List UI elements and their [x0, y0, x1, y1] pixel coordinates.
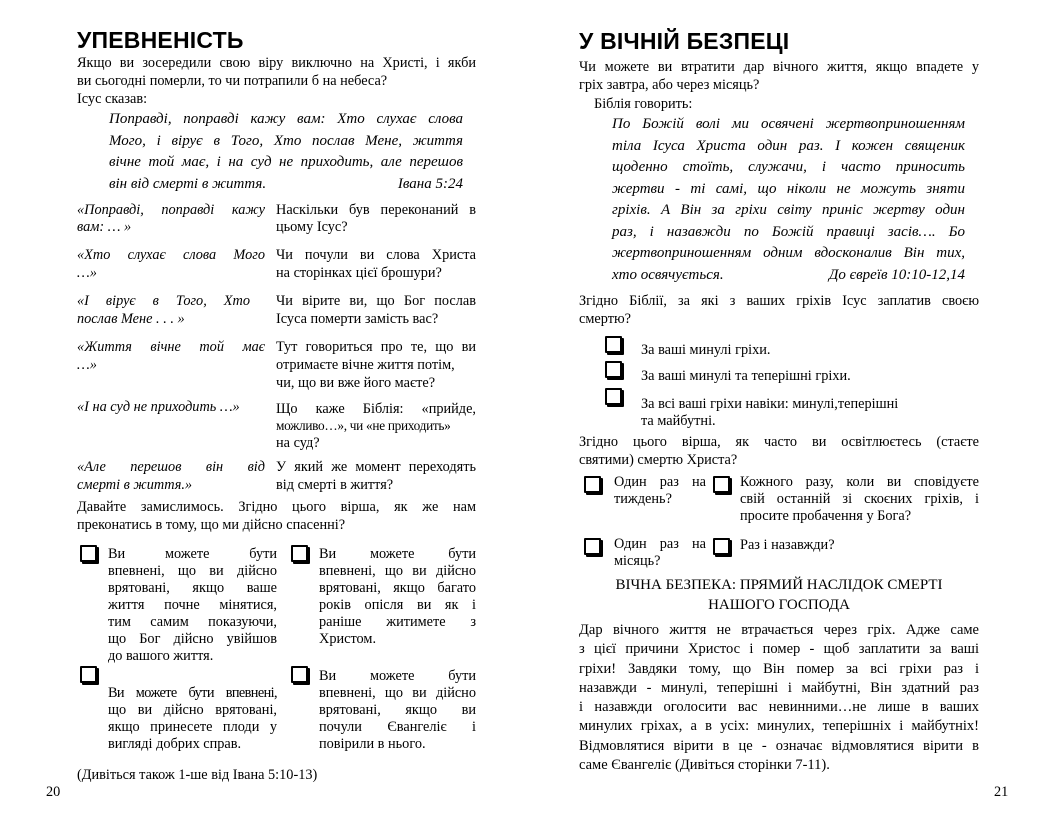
- freq-option-1-checkbox[interactable]: [584, 476, 601, 493]
- option-1-text: [108, 546, 277, 665]
- freq-option-1-line: Один раз на: [614, 474, 706, 490]
- phrase-1-line-1: «Поправді, поправді кажу: [77, 202, 265, 218]
- closing-line: і назавжди оголосити вас невинними…не лише в ваших: [579, 699, 979, 716]
- question-2-line-1: Чи почули ви слова Христа: [276, 247, 476, 263]
- option-3-text: [108, 685, 277, 753]
- option-4-line: Ви можете бути: [319, 668, 476, 684]
- option-2-line: впевнені, що ви дійсно: [319, 563, 476, 579]
- bible-says-label: Біблія говорить:: [594, 96, 693, 112]
- right-intro-line-1: Чи можете ви втратити дар вічного життя, якщо впадете у: [579, 59, 979, 75]
- sin-option-2-text: За ваші минулі та теперішні гріхи.: [641, 368, 851, 384]
- closing-line: саме Євангеліє (Дивіться сторінки 7-11).: [579, 757, 830, 774]
- question-3-line-2: Ісуса померти замість вас?: [276, 311, 439, 327]
- freq-option-2-checkbox[interactable]: [713, 476, 730, 493]
- option-1-line: життя почне мінятися,: [108, 597, 277, 613]
- freq-option-4-text: Раз і назавжди?: [740, 537, 835, 553]
- right-quote-line-6: раз, і назавжди по Божій правиці засів…. Бо: [612, 224, 965, 240]
- freq-option-2-line: Кожного разу, коли ви сповідуєте: [740, 474, 979, 490]
- option-4-line: почули Євангеліє і: [319, 719, 476, 735]
- left-quote-reference: Івана 5:24: [397, 176, 463, 192]
- phrase-6-line-2: смерті в життя.»: [77, 477, 193, 493]
- right-page: [528, 0, 1056, 816]
- option-4-line: впевнені, що ви дійсно: [319, 685, 476, 701]
- freq-option-3-text: [614, 536, 706, 570]
- sin-option-3-checkbox[interactable]: [605, 388, 622, 405]
- closing-line: з цієї причини Христос і помер - щоб заплатити за ваші: [579, 641, 979, 658]
- question-2-line-2: на сторінках цієї брошури?: [276, 265, 442, 281]
- subheading-line-2: НАШОГО ГОСПОДА: [708, 597, 850, 613]
- right-quote-reference: До євреїв 10:10-12,14: [828, 267, 965, 283]
- option-1-line: впевнені, що ви дійсно: [108, 563, 277, 579]
- subheading-line-1: ВІЧНА БЕЗПЕКА: ПРЯМИЙ НАСЛІДОК СМЕРТІ: [615, 577, 943, 593]
- right-quote-line-2: тіла Ісуса Христа один раз. І кожен священик: [612, 138, 965, 154]
- freq-option-4-checkbox[interactable]: [713, 538, 730, 555]
- right-quote-line-7: жертвоприношенням одним вдосконалив Він тих,: [612, 245, 965, 261]
- option-4-line: врятовані, якщо ви: [319, 702, 476, 718]
- phrase-4-line-1: «Життя вічне той має: [77, 339, 265, 355]
- option-4-text: [319, 668, 476, 753]
- option-2-line: Ви можете бути: [319, 546, 476, 562]
- sin-option-1-text: За ваші минулі гріхи.: [641, 342, 771, 358]
- option-3-line: Ви можете бути впевнені,: [108, 685, 277, 701]
- option-1-checkbox[interactable]: [80, 545, 97, 562]
- option-2-line: врятовані, якщо багато: [319, 580, 476, 596]
- question-1-line-2: цьому Ісус?: [276, 219, 348, 235]
- closing-line: гріхи! Завдяки тому, що Він помер за всі гріхи раз і: [579, 660, 979, 677]
- closing-paragraph: [579, 621, 979, 775]
- sin-option-1-checkbox[interactable]: [605, 336, 622, 353]
- question-6-line-2: від смерті в життя?: [276, 477, 394, 493]
- freq-option-3-line: місяць?: [614, 553, 661, 569]
- freq-option-1-line: тиждень?: [614, 491, 672, 507]
- phrase-3-line-1: «І вірує в Того, Хто: [77, 293, 250, 309]
- phrase-4-line-2: …»: [77, 357, 97, 373]
- closing-line: Відмовлятися вірити в це - означає відмовлятися вірити в: [579, 737, 979, 754]
- question-4-line-3: чи, що ви вже його маєте?: [276, 375, 436, 391]
- left-quote-line-2: Мого, і вірує в Того, Хто послав Мене, життя: [109, 133, 463, 149]
- option-2-checkbox[interactable]: [291, 545, 308, 562]
- freq-option-2-text: [740, 474, 979, 525]
- question-5-line-1: Що каже Біблія: «прийде,: [276, 401, 476, 417]
- question1-line-1: Згідно Біблії, за які з ваших гріхів Ісус заплатив своєю: [579, 293, 979, 309]
- phrase-5-line-1: «І на суд не приходить …»: [77, 399, 240, 415]
- freq-option-1-text: [614, 474, 706, 508]
- right-quote-line-3: щоденно стоїть, служачи, і часто приносить: [612, 159, 965, 175]
- phrase-1-line-2: вам: … »: [77, 219, 132, 235]
- option-2-text: [319, 546, 476, 648]
- question2-line-2: святими) смертю Христа?: [579, 452, 738, 468]
- question-4-line-1: Тут говориться про те, що ви: [276, 339, 476, 355]
- phrase-2-line-2: …»: [77, 265, 97, 281]
- right-quote-line-8: хто освячується.: [612, 267, 724, 283]
- left-page-title: УПЕВНЕНІСТЬ: [77, 27, 244, 53]
- left-quote-line-3: вічне той має, і на суд не приходить, але перешов: [109, 154, 463, 170]
- page-number-left: 20: [46, 784, 61, 800]
- right-quote-line-5: гріхів. А Він за гріхи світу приніс жертву один: [612, 202, 965, 218]
- question-5-line-2: можливо…», чи «не приходить»: [276, 418, 451, 433]
- question1-line-2: смертю?: [579, 311, 631, 327]
- option-1-line: врятовані, якщо ваше: [108, 580, 277, 596]
- question-5-line-3: на суд?: [276, 435, 320, 451]
- freq-option-3-line: Один раз на: [614, 536, 706, 552]
- option-3-checkbox[interactable]: [80, 666, 97, 683]
- closing-line: минулих гріхах, а в усіх: минулих, теперішніх і майбутніх!: [579, 718, 979, 735]
- question-3-line-1: Чи вірите ви, що Бог послав: [276, 293, 476, 309]
- phrase-2-line-1: «Хто слухає слова Мого: [77, 247, 265, 263]
- right-page-title: У ВІЧНІЙ БЕЗПЕЦІ: [579, 28, 790, 54]
- left-quote-line-1: Поправді, поправді кажу вам: Хто слухає слова: [109, 111, 463, 127]
- option-2-line: років опісля ви як і: [319, 597, 476, 613]
- freq-option-2-line: просите пробачення у Бога?: [740, 508, 912, 524]
- option-1-line: до вашого життя.: [108, 648, 214, 664]
- option-3-line: якщо принесете плоди у: [108, 719, 277, 735]
- question-1-line-1: Наскільки був переконаний в: [276, 202, 476, 218]
- option-3-line: що ви дійсно врятовані,: [108, 702, 277, 718]
- option-2-line: раніше житимете з: [319, 614, 476, 630]
- question-4-line-2: отримаєте вічне життя потім,: [276, 357, 455, 373]
- freq-option-2-line: свій останній зі скоєних гріхів, і: [740, 491, 979, 507]
- question-6-line-1: У який же момент переходять: [276, 459, 476, 475]
- left-intro-line-3: Ісус сказав:: [77, 91, 148, 107]
- sin-option-3-line: та майбутні.: [641, 413, 716, 429]
- right-quote-line-1: По Божій волі ми освячені жертвоприношенням: [612, 116, 965, 132]
- left-intro-line-1: Якщо ви зосередили свою віру виключно на Христі, і якби: [77, 55, 476, 71]
- right-quote-line-4: жертви - ті самі, що ніколи не можуть зняти: [612, 181, 965, 197]
- closing-line: Дар вічного життя не втрачається через гріх. Адже саме: [579, 622, 979, 638]
- page-number-right: 21: [994, 784, 1009, 800]
- consider-line-1: Давайте замислимось. Згідно цього вірша, як же нам: [77, 499, 476, 515]
- option-4-line: повірили в нього.: [319, 736, 426, 752]
- right-intro-line-2: гріх завтра, або через місяць?: [579, 77, 760, 93]
- closing-line: назавжди - минулі, теперішні і майбутні, Він здатний раз: [579, 679, 979, 696]
- phrase-6-line-1: «Але перешов він від: [77, 459, 265, 475]
- see-also-reference: (Дивіться також 1-ше від Івана 5:10-13): [77, 767, 318, 783]
- option-1-line: що Бог дійсно увійшов: [108, 631, 277, 647]
- option-4-checkbox[interactable]: [291, 666, 308, 683]
- consider-line-2: преконатись в тому, що ми дійсно спасенні?: [77, 517, 346, 533]
- left-quote-line-4: він від смерті в життя.: [109, 176, 267, 192]
- subheading: [579, 575, 979, 615]
- left-intro-line-2: ви сьогодні померли, то чи потрапили б на небеса?: [77, 73, 388, 89]
- option-1-line: тим самим показуючи,: [108, 614, 277, 630]
- sin-option-2-checkbox[interactable]: [605, 361, 622, 378]
- sin-option-3-text: [641, 396, 961, 430]
- question2-line-1: Згідно цього вірша, як часто ви освітлюєтесь (стаєте: [579, 434, 979, 450]
- sin-option-3-line: За всі ваші гріхи навіки: минулі,теперішні: [641, 396, 899, 412]
- option-3-line: вигляді добрих справ.: [108, 736, 242, 752]
- freq-option-3-checkbox[interactable]: [584, 538, 601, 555]
- option-2-line: Христом.: [319, 631, 377, 647]
- phrase-3-line-2: послав Мене . . . »: [77, 311, 185, 327]
- option-1-line: Ви можете бути: [108, 546, 277, 562]
